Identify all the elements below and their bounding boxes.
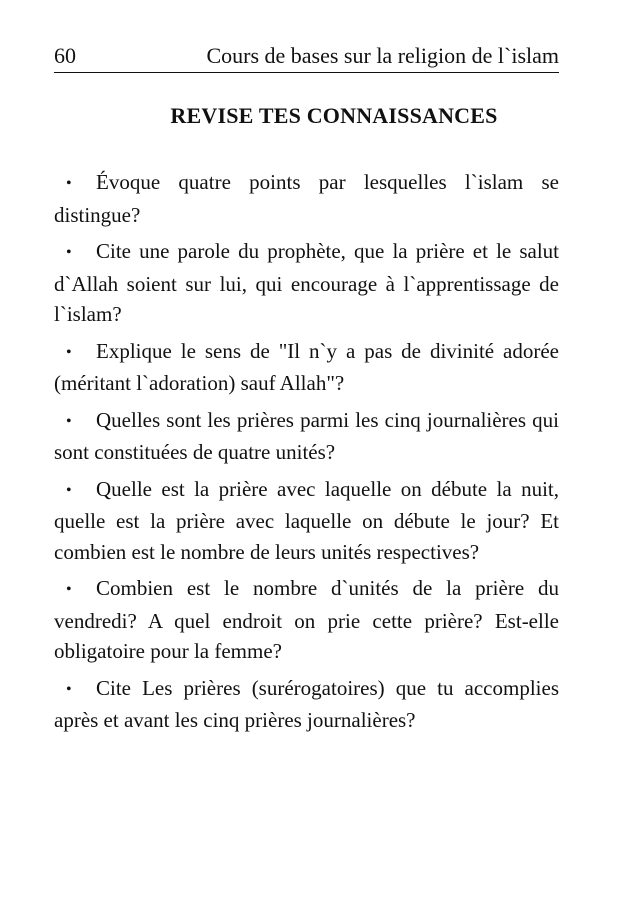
question-item: [54, 236, 559, 330]
question-text: Combien est le nombre d`unités de la prière du vendredi? A quel endroit on prie cette prière? Est-elle obligatoire pour la femme?: [54, 576, 559, 663]
bullet-icon: •: [66, 581, 72, 598]
question-text: Évoque quatre points par lesquelles l`islam se distingue?: [54, 170, 559, 227]
question-text: Explique le sens de "Il n`y a pas de divinité adorée (méritant l`adoration) sauf Allah"?: [54, 338, 559, 395]
running-title: Cours de bases sur la religion de l`islam: [206, 43, 559, 68]
question-item: [54, 336, 559, 399]
bullet-icon: •: [66, 343, 72, 361]
question-item: [54, 673, 559, 736]
page-header: [54, 40, 559, 73]
bullet-icon: •: [66, 412, 72, 430]
section-title: REVISE TES CONNAISSANCES: [170, 103, 498, 128]
question-item: [54, 573, 559, 667]
page-number: 60: [54, 43, 76, 68]
question-text: Quelle est la prière avec laquelle on débute la nuit, quelle est la prière avec laquelle on débute le jour? Et combien est le nombre de leurs unités respectives?: [54, 476, 559, 564]
bullet-icon: •: [66, 175, 72, 192]
question-text: Quelles sont les prières parmi les cinq journalières qui sont constituées de quatre unités?: [54, 407, 559, 464]
question-text: Cite une parole du prophète, que la prière et le salut d`Allah soient sur lui, qui encourage à l`apprentissage de l`islam?: [54, 239, 559, 326]
question-list: [54, 167, 559, 742]
question-item: [54, 167, 559, 230]
bullet-icon: •: [66, 244, 72, 261]
question-text: Cite Les prières (surérogatoires) que tu accomplies après et avant les cinq prières journalières?: [54, 675, 559, 732]
bullet-icon: •: [66, 680, 72, 698]
question-item: [54, 405, 559, 468]
question-item: [54, 474, 559, 568]
bullet-icon: •: [66, 481, 72, 499]
